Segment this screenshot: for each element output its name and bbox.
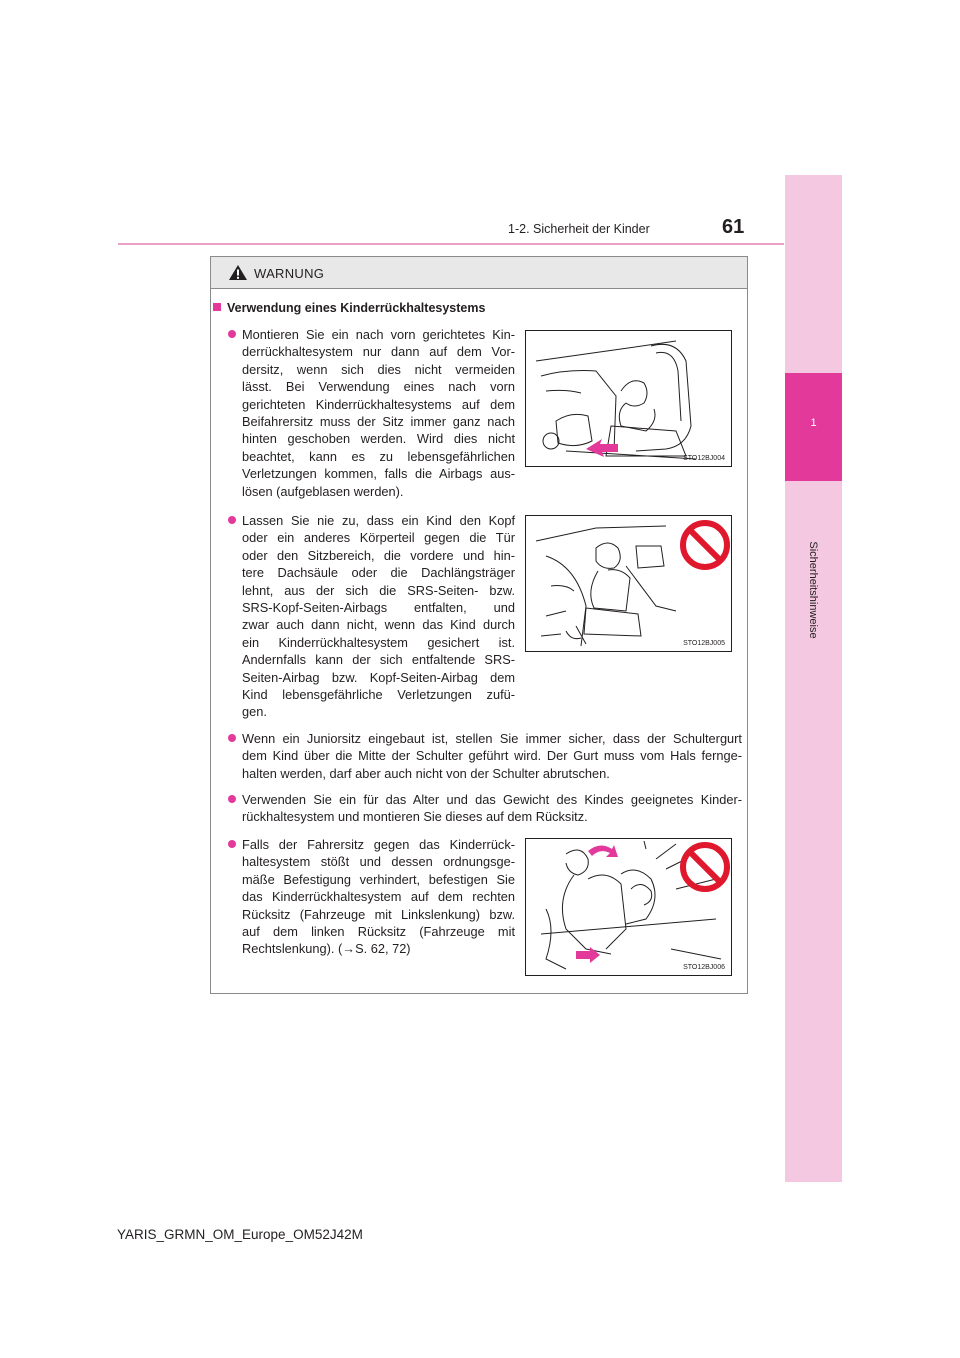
figure-code: STO12BJ006 — [683, 964, 725, 971]
figure-code: STO12BJ005 — [683, 640, 725, 647]
chapter-number: 1 — [810, 417, 817, 429]
warning-triangle-icon — [228, 264, 248, 281]
warning-item-text — [242, 512, 515, 721]
text-line: SRS-Kopf-Seiten-Airbags entfalten, und — [242, 600, 515, 616]
text-line: lässt. Bei Verwendung eines nach vorn — [242, 379, 515, 395]
child-seat-front-illustration — [526, 331, 733, 468]
text-line: lehnt, aus der sich die SRS-Seiten- bzw. — [242, 582, 515, 598]
text-line: mäße Befestigung verhindert, befestigen Sie — [242, 871, 515, 887]
text-line: dem Kind über die Mitte der Schulter geführt wird. Der Gurt muss vom Hals fernge- — [242, 748, 742, 764]
text-line: rückhaltesystem und montieren Sie dieses auf dem Rücksitz. — [242, 809, 588, 825]
text-line: ein Kinderrückhaltesystem gesichert ist. — [242, 634, 515, 650]
text-line: dersitz, wenn sich dies nicht vermeiden — [242, 361, 515, 377]
text-line: Falls der Fahrersitz gegen das Kinderrück- — [242, 837, 515, 852]
text-line: Beifahrersitz muss der Sitz immer ganz nach — [242, 414, 515, 430]
figure-front-seat-child-seat — [525, 330, 732, 467]
text-line: hinten geschoben werden. Wird dies nicht — [242, 431, 515, 447]
prohibition-icon — [679, 519, 731, 571]
warning-item-text — [242, 326, 515, 500]
figure-code: STO12BJ004 — [683, 455, 725, 462]
bullet-dot-icon — [228, 795, 236, 803]
motion-arrow-icon — [588, 845, 618, 857]
bullet-dot-icon — [228, 734, 236, 742]
warning-item-3 — [242, 730, 742, 782]
text-line: zwar auch dann nicht, wenn das Kind durch — [242, 617, 515, 633]
text-line: haltesystem stößt und dessen ordnungsge- — [242, 854, 515, 870]
text-line: Montieren Sie ein nach vorn gerichtetes Kin- — [242, 327, 515, 342]
warning-item-text — [242, 730, 742, 782]
text-line: Verletzungen kommen, falls die Airbags aus- — [242, 466, 515, 482]
warning-item-4 — [242, 791, 742, 826]
text-line: Rücksitz (Fahrzeuge mit Linkslenkung) bzw. — [242, 906, 515, 922]
bullet-dot-icon — [228, 840, 236, 848]
section-title: 1-2. Sicherheit der Kinder — [508, 222, 650, 236]
warning-item-text — [242, 836, 515, 958]
text-line: Wenn ein Juniorsitz eingebaut ist, stellen Sie immer sicher, dass der Schultergurt — [242, 731, 742, 746]
warning-item-2 — [242, 512, 515, 721]
text-line: Lassen Sie nie zu, dass ein Kind den Kopf — [242, 513, 515, 528]
text-line: oder den Sitzbereich, die vordere und hin- — [242, 547, 515, 563]
chapter-side-tab — [785, 175, 842, 1182]
text-line: halten werden, darf aber auch nicht von der Schulter abrutschen. — [242, 765, 610, 781]
text-line: auf dem linken Rücksitz (Fahrzeuge mit — [242, 924, 515, 940]
square-bullet-icon — [213, 303, 221, 311]
bullet-dot-icon — [228, 330, 236, 338]
text-line: beachtet, kann es zu lebensgefährlichen — [242, 448, 515, 464]
text-line: Rechtslenkung). (→S. 62, 72) — [242, 941, 411, 957]
text-line: Andernfalls kann der sich entfaltende SRS- — [242, 652, 515, 668]
text-line: derrückhaltesystem nur dann auf dem Vor- — [242, 344, 515, 360]
text-line: oder ein anderes Körperteil gegen die Tür — [242, 530, 515, 546]
warning-header — [211, 257, 747, 289]
text-line: Seiten-Airbag bzw. Kopf-Seiten-Airbag dem — [242, 669, 515, 685]
warning-item-5 — [242, 836, 515, 958]
chapter-label: Sicherheitshinweise — [807, 541, 819, 639]
warning-heading-text: Verwendung eines Kinderrückhaltesystems — [227, 301, 486, 315]
text-line: das Kinderrückhaltesystem auf dem rechten — [242, 889, 515, 905]
prohibition-icon — [679, 841, 731, 893]
header-divider — [118, 243, 784, 245]
text-line: Kind lebensgefährliche Verletzungen zufü- — [242, 687, 515, 703]
text-line: tere Dachsäule oder die Dachlängsträger — [242, 565, 515, 581]
text-line: lösen (aufgeblasen werden). — [242, 483, 404, 499]
document-id: YARIS_GRMN_OM_Europe_OM52J42M — [117, 1227, 363, 1242]
warning-heading — [213, 301, 485, 315]
warning-item-text — [242, 791, 742, 826]
bullet-dot-icon — [228, 516, 236, 524]
text-line: Verwenden Sie ein für das Alter und das Gewicht des Kindes geeignetes Kinder- — [242, 792, 742, 807]
warning-item-1 — [242, 326, 515, 500]
warning-title: WARNUNG — [254, 266, 325, 281]
text-line: gerichteten Kinderrückhaltesystems auf dem — [242, 396, 515, 412]
text-line: gen. — [242, 704, 267, 720]
chapter-number-tab[interactable] — [785, 373, 842, 481]
page-number: 61 — [722, 216, 745, 238]
